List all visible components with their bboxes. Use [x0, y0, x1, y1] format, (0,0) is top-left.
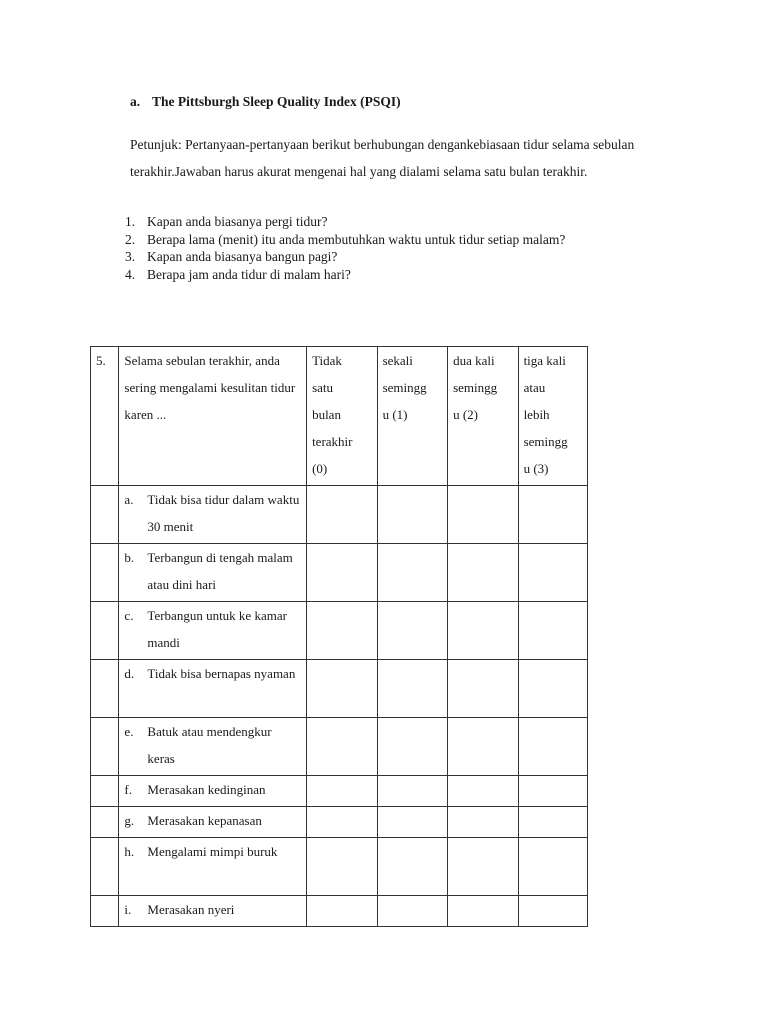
- item-text: Batuk atau mendengkur keras: [147, 724, 272, 766]
- answer-cell[interactable]: [448, 896, 519, 927]
- answer-cell[interactable]: [377, 896, 448, 927]
- item-text: Tidak bisa tidur dalam waktu 30 menit: [147, 492, 300, 534]
- item-cell: [119, 776, 307, 807]
- item-text: Terbangun untuk ke kamar mandi: [147, 608, 287, 650]
- option-header-0: [307, 347, 378, 486]
- option-label-line: u (1): [382, 407, 408, 422]
- item-letter: e.: [124, 724, 134, 739]
- item-text: Mengalami mimpi buruk: [147, 844, 278, 859]
- item-cell: [119, 660, 307, 718]
- question-number-cell: 5.: [91, 347, 119, 486]
- answer-cell[interactable]: [518, 838, 587, 896]
- question-item: [125, 266, 565, 284]
- table-header-row: [91, 347, 588, 486]
- item-cell: [119, 896, 307, 927]
- answer-cell[interactable]: [518, 486, 587, 544]
- answer-cell[interactable]: [377, 807, 448, 838]
- answer-cell[interactable]: [448, 660, 519, 718]
- table-row: [91, 660, 588, 718]
- option-label-line: semingg: [382, 380, 427, 395]
- option-header-2: [448, 347, 519, 486]
- option-label-line: atau: [523, 380, 546, 395]
- number-cell: [91, 602, 119, 660]
- question-text: Berapa lama (menit) itu anda membutuhkan waktu untuk tidur setiap malam?: [147, 231, 566, 247]
- question-text: Berapa jam anda tidur di malam hari?: [147, 266, 351, 282]
- answer-cell[interactable]: [377, 602, 448, 660]
- item-letter: h.: [124, 844, 135, 859]
- table-row: [91, 486, 588, 544]
- answer-cell[interactable]: [448, 486, 519, 544]
- answer-cell[interactable]: [518, 896, 587, 927]
- section-title: The Pittsburgh Sleep Quality Index (PSQI): [152, 94, 401, 109]
- option-label-line: tiga kali: [523, 353, 566, 368]
- answer-cell[interactable]: [448, 718, 519, 776]
- table-row: [91, 544, 588, 602]
- answer-cell[interactable]: [307, 776, 378, 807]
- answer-cell[interactable]: [307, 602, 378, 660]
- option-label-line: terakhir: [312, 434, 353, 449]
- answer-cell[interactable]: [377, 486, 448, 544]
- number-cell: [91, 486, 119, 544]
- question-list: [125, 213, 565, 283]
- table-row: [91, 776, 588, 807]
- number-cell: [91, 660, 119, 718]
- answer-cell[interactable]: [448, 838, 519, 896]
- item-letter: d.: [124, 666, 135, 681]
- item-cell: [119, 602, 307, 660]
- option-label-line: u (3): [523, 461, 549, 476]
- question-number: 4.: [125, 266, 136, 282]
- answer-cell[interactable]: [377, 776, 448, 807]
- table-row: [91, 602, 588, 660]
- question-text: Kapan anda biasanya pergi tidur?: [147, 214, 328, 229]
- question-item: [125, 248, 565, 266]
- item-cell: [119, 807, 307, 838]
- answer-cell[interactable]: [307, 838, 378, 896]
- number-cell: [91, 544, 119, 602]
- item-cell: [119, 544, 307, 602]
- option-label-line: Tidak: [312, 353, 342, 368]
- question-number: 1.: [125, 214, 136, 229]
- option-header-3: [518, 347, 587, 486]
- item-cell: [119, 718, 307, 776]
- table-row: [91, 896, 588, 927]
- item-text: Tidak bisa bernapas nyaman: [147, 666, 296, 681]
- answer-cell[interactable]: [518, 544, 587, 602]
- answer-cell[interactable]: [448, 807, 519, 838]
- answer-cell[interactable]: [377, 838, 448, 896]
- item-text: Terbangun di tengah malam atau dini hari: [147, 550, 293, 592]
- answer-cell[interactable]: [448, 544, 519, 602]
- option-header-1: [377, 347, 448, 486]
- answer-cell[interactable]: [307, 544, 378, 602]
- answer-cell[interactable]: [307, 718, 378, 776]
- answer-cell[interactable]: [307, 896, 378, 927]
- question-item: [125, 231, 565, 249]
- item-cell: [119, 486, 307, 544]
- answer-cell[interactable]: [307, 660, 378, 718]
- table-row: [91, 807, 588, 838]
- item-letter: i.: [124, 902, 132, 917]
- item-text: Merasakan kepanasan: [147, 813, 262, 828]
- item-cell: [119, 838, 307, 896]
- option-label-line: u (2): [453, 407, 478, 422]
- question-cell: Selama sebulan terakhir, anda sering mengalami kesulitan tidur karen ...: [119, 347, 307, 486]
- answer-cell[interactable]: [448, 602, 519, 660]
- item-text: Merasakan nyeri: [147, 902, 235, 917]
- table-row: [91, 718, 588, 776]
- instructions-paragraph: Petunjuk: Pertanyaan-pertanyaan berikut berhubungan dengankebiasaan tidur selama sebulan terakhir.Jawaban harus akurat mengenai hal yang dialami selama satu bulan terakhir.: [130, 137, 635, 179]
- number-cell: [91, 776, 119, 807]
- number-cell: [91, 838, 119, 896]
- answer-cell[interactable]: [518, 718, 587, 776]
- option-label-line: semingg: [453, 380, 498, 395]
- answer-cell[interactable]: [377, 660, 448, 718]
- option-label-line: lebih: [523, 407, 550, 422]
- option-label-line: (0): [312, 461, 328, 476]
- number-cell: [91, 807, 119, 838]
- number-cell: [91, 896, 119, 927]
- section-heading: [130, 94, 401, 110]
- item-letter: f.: [124, 782, 133, 797]
- answer-cell[interactable]: [518, 776, 587, 807]
- question-item: [125, 213, 565, 231]
- answer-cell[interactable]: [518, 807, 587, 838]
- item-letter: a.: [124, 492, 134, 507]
- item-letter: c.: [124, 608, 134, 623]
- table-row: [91, 838, 588, 896]
- sleep-disturbance-table: [90, 346, 588, 927]
- question-text: Kapan anda biasanya bangun pagi?: [147, 249, 338, 264]
- option-label-line: satu: [312, 380, 334, 395]
- option-label-line: sekali: [382, 353, 413, 368]
- answer-cell[interactable]: [518, 602, 587, 660]
- item-letter: g.: [124, 813, 135, 828]
- section-letter: a.: [130, 94, 141, 109]
- question-number: 2.: [125, 231, 136, 247]
- answer-cell[interactable]: [307, 807, 378, 838]
- answer-cell[interactable]: [307, 486, 378, 544]
- number-cell: [91, 718, 119, 776]
- item-text: Merasakan kedinginan: [147, 782, 266, 797]
- option-label-line: dua kali: [453, 353, 495, 368]
- item-letter: b.: [124, 550, 135, 565]
- option-label-line: bulan: [312, 407, 341, 422]
- option-label-line: semingg: [523, 434, 568, 449]
- answer-cell[interactable]: [448, 776, 519, 807]
- answer-cell[interactable]: [518, 660, 587, 718]
- question-number: 3.: [125, 249, 136, 264]
- answer-cell[interactable]: [377, 718, 448, 776]
- answer-cell[interactable]: [377, 544, 448, 602]
